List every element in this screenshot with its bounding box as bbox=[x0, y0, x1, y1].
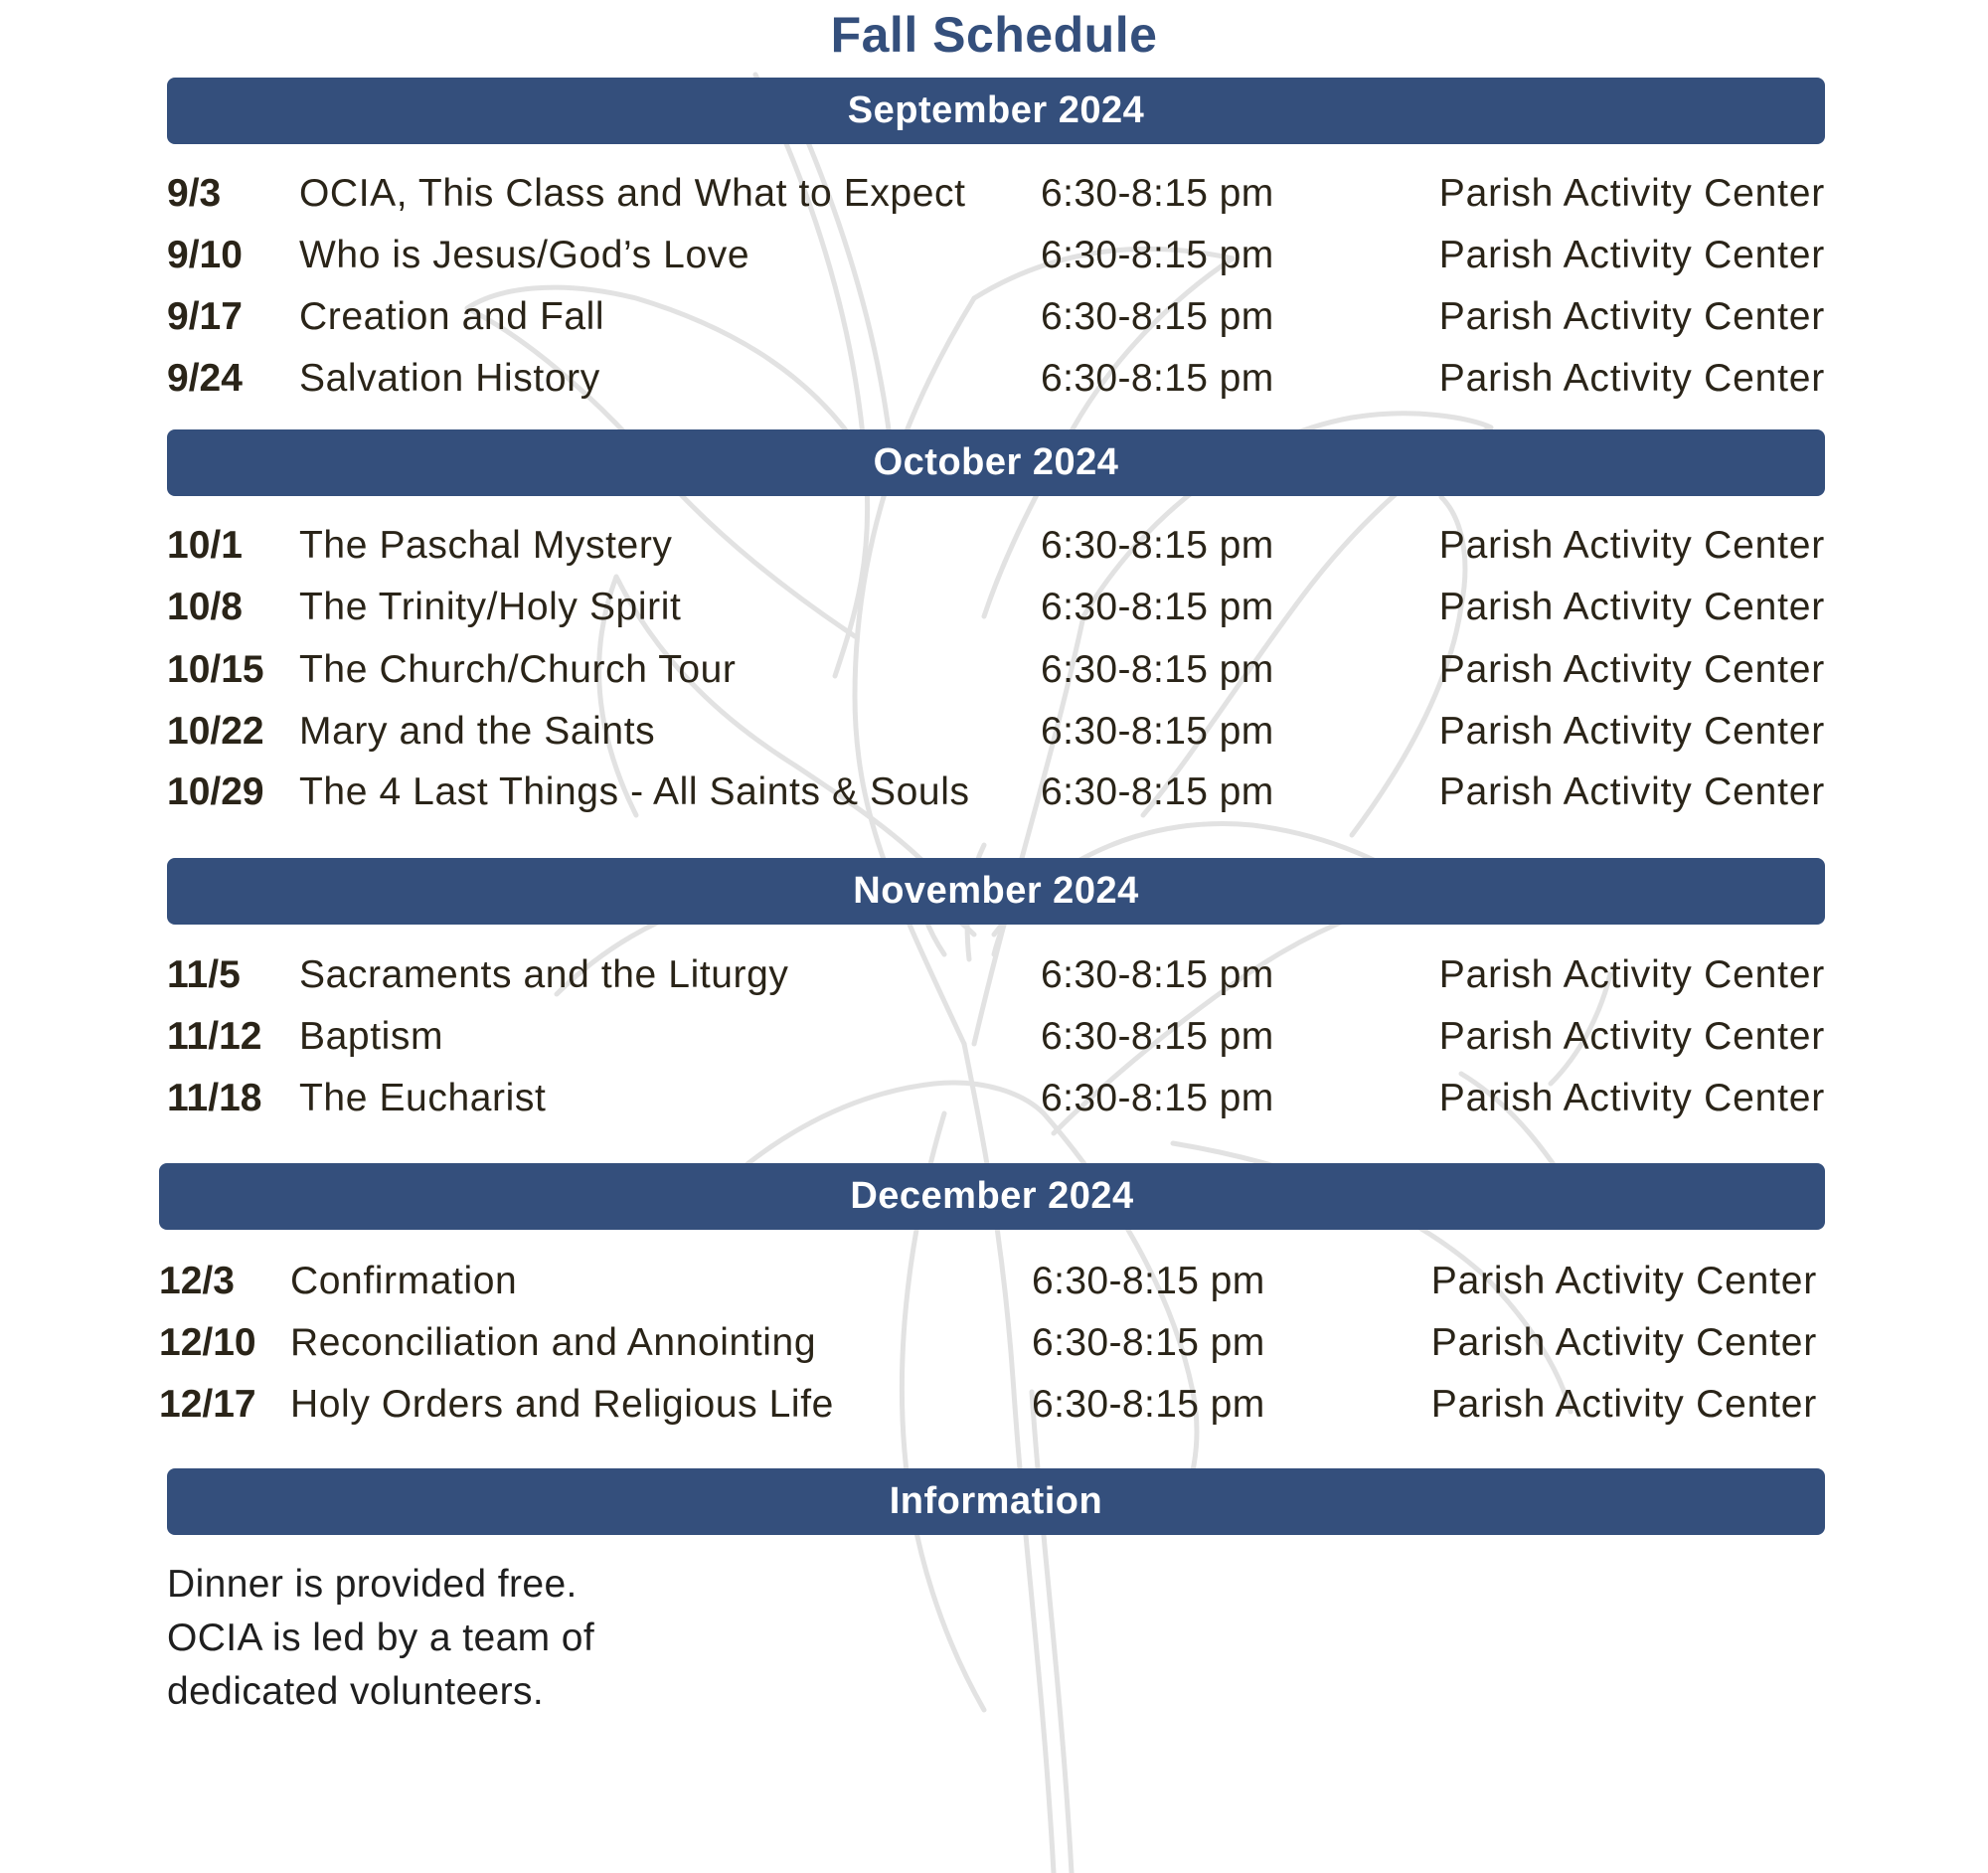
session-date: 12/17 bbox=[159, 1383, 256, 1426]
session-date: 10/22 bbox=[167, 710, 264, 753]
session-date: 10/8 bbox=[167, 586, 243, 628]
session-topic: OCIA, This Class and What to Expect bbox=[299, 172, 966, 215]
information-line: OCIA is led by a team of bbox=[167, 1617, 595, 1659]
page-title: Fall Schedule bbox=[830, 7, 1158, 63]
session-time: 6:30-8:15 pm bbox=[1032, 1321, 1265, 1364]
session-topic: The Paschal Mystery bbox=[299, 524, 673, 567]
schedule-row bbox=[0, 950, 1988, 1000]
session-location: Parish Activity Center bbox=[1438, 234, 1825, 276]
session-time: 6:30-8:15 pm bbox=[1041, 295, 1274, 338]
session-time: 6:30-8:15 pm bbox=[1041, 710, 1274, 753]
session-date: 9/10 bbox=[167, 234, 243, 276]
schedule-row bbox=[0, 707, 1988, 757]
session-location: Parish Activity Center bbox=[1438, 586, 1825, 628]
schedule-row bbox=[0, 169, 1988, 219]
session-location: Parish Activity Center bbox=[1438, 710, 1825, 753]
session-time: 6:30-8:15 pm bbox=[1032, 1260, 1265, 1302]
information-line: Dinner is provided free. bbox=[167, 1563, 578, 1606]
schedule-row bbox=[0, 645, 1988, 695]
session-time: 6:30-8:15 pm bbox=[1041, 357, 1274, 400]
session-time: 6:30-8:15 pm bbox=[1041, 586, 1274, 628]
session-time: 6:30-8:15 pm bbox=[1041, 1077, 1274, 1119]
session-location: Parish Activity Center bbox=[1438, 524, 1825, 567]
schedule-row bbox=[0, 292, 1988, 342]
session-date: 10/15 bbox=[167, 648, 264, 691]
schedule-row bbox=[0, 767, 1988, 817]
schedule-row bbox=[0, 231, 1988, 280]
session-location: Parish Activity Center bbox=[1438, 357, 1825, 400]
session-location: Parish Activity Center bbox=[1430, 1260, 1817, 1302]
session-date: 9/3 bbox=[167, 172, 222, 215]
session-topic: Who is Jesus/God’s Love bbox=[299, 234, 750, 276]
information-header: Information bbox=[167, 1468, 1825, 1535]
session-topic: The 4 Last Things - All Saints & Souls bbox=[299, 770, 970, 813]
session-date: 11/18 bbox=[167, 1077, 262, 1119]
session-location: Parish Activity Center bbox=[1438, 648, 1825, 691]
session-location: Parish Activity Center bbox=[1438, 1015, 1825, 1058]
information-text bbox=[167, 1558, 594, 1719]
session-topic: Holy Orders and Religious Life bbox=[290, 1383, 834, 1426]
month-header-october: October 2024 bbox=[167, 429, 1825, 496]
schedule-row bbox=[0, 1074, 1988, 1123]
session-date: 10/29 bbox=[167, 770, 264, 813]
schedule-row bbox=[0, 1012, 1988, 1062]
session-location: Parish Activity Center bbox=[1438, 770, 1825, 813]
session-date: 11/5 bbox=[167, 953, 241, 996]
session-time: 6:30-8:15 pm bbox=[1041, 648, 1274, 691]
session-topic: The Trinity/Holy Spirit bbox=[299, 586, 682, 628]
session-location: Parish Activity Center bbox=[1438, 953, 1825, 996]
session-location: Parish Activity Center bbox=[1438, 1077, 1825, 1119]
month-header-december: December 2024 bbox=[159, 1163, 1825, 1230]
month-header-november: November 2024 bbox=[167, 858, 1825, 925]
session-date: 10/1 bbox=[167, 524, 243, 567]
session-location: Parish Activity Center bbox=[1438, 172, 1825, 215]
session-date: 12/10 bbox=[159, 1321, 256, 1364]
session-location: Parish Activity Center bbox=[1430, 1383, 1817, 1426]
session-date: 11/12 bbox=[167, 1015, 262, 1058]
session-date: 9/17 bbox=[167, 295, 243, 338]
schedule-row bbox=[0, 1318, 1988, 1368]
schedule-row bbox=[0, 1257, 1988, 1306]
session-time: 6:30-8:15 pm bbox=[1032, 1383, 1265, 1426]
session-topic: Baptism bbox=[299, 1015, 444, 1058]
session-location: Parish Activity Center bbox=[1438, 295, 1825, 338]
session-topic: The Church/Church Tour bbox=[299, 648, 737, 691]
session-time: 6:30-8:15 pm bbox=[1041, 953, 1274, 996]
session-date: 9/24 bbox=[167, 357, 243, 400]
session-topic: Sacraments and the Liturgy bbox=[299, 953, 789, 996]
month-header-september: September 2024 bbox=[167, 78, 1825, 144]
session-time: 6:30-8:15 pm bbox=[1041, 234, 1274, 276]
session-time: 6:30-8:15 pm bbox=[1041, 770, 1274, 813]
session-topic: Salvation History bbox=[299, 357, 600, 400]
session-topic: The Eucharist bbox=[299, 1077, 547, 1119]
session-topic: Mary and the Saints bbox=[299, 710, 656, 753]
schedule-row bbox=[0, 583, 1988, 632]
session-date: 12/3 bbox=[159, 1260, 235, 1302]
schedule-row bbox=[0, 1380, 1988, 1430]
schedule-row bbox=[0, 354, 1988, 404]
session-location: Parish Activity Center bbox=[1430, 1321, 1817, 1364]
schedule-row bbox=[0, 521, 1988, 571]
information-line: dedicated volunteers. bbox=[167, 1670, 545, 1713]
session-time: 6:30-8:15 pm bbox=[1041, 1015, 1274, 1058]
session-topic: Confirmation bbox=[290, 1260, 518, 1302]
session-topic: Reconciliation and Annointing bbox=[290, 1321, 817, 1364]
session-topic: Creation and Fall bbox=[299, 295, 605, 338]
session-time: 6:30-8:15 pm bbox=[1041, 524, 1274, 567]
session-time: 6:30-8:15 pm bbox=[1041, 172, 1274, 215]
